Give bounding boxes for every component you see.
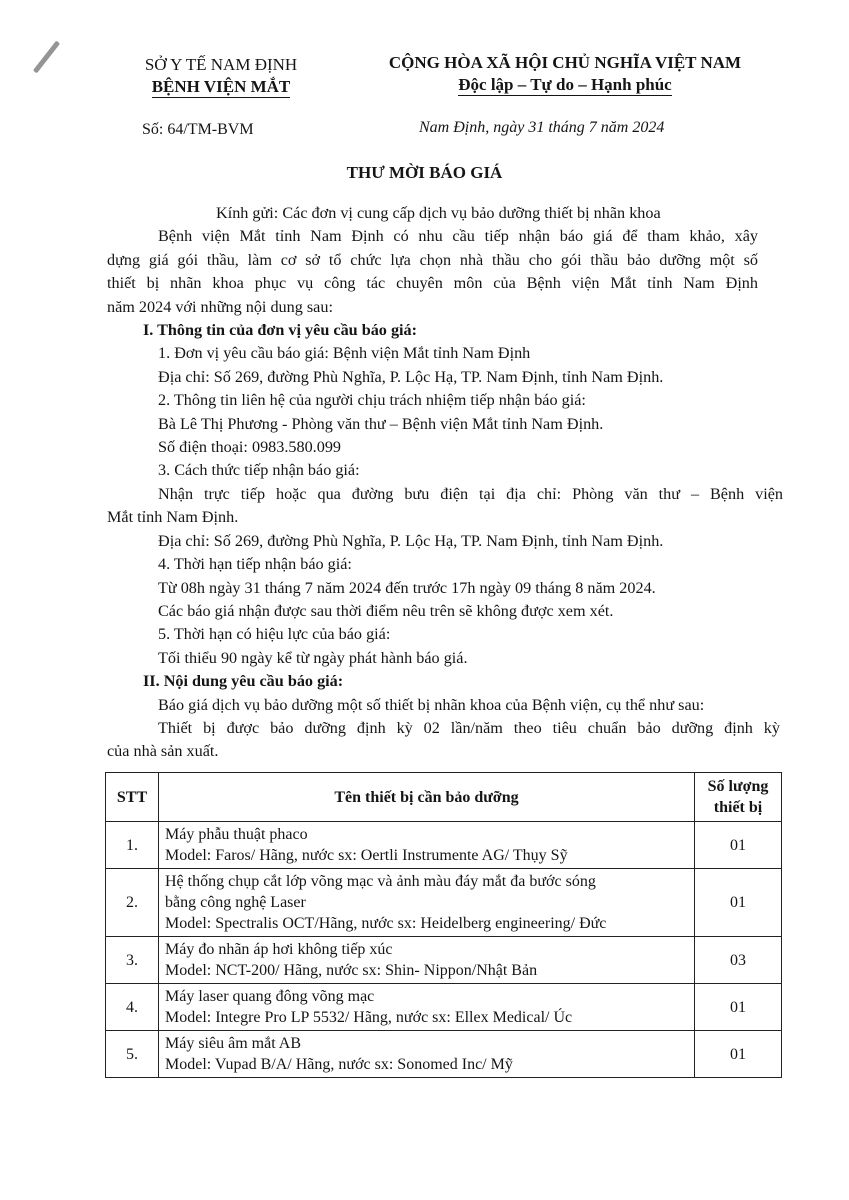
row-name-line: Model: Spectralis OCT/Hãng, nước sx: Heidelberg engineering/ Đức <box>165 915 607 932</box>
section2-heading: II. Nội dung yêu cầu báo giá: <box>143 672 344 691</box>
row-qty: 01 <box>695 1031 782 1078</box>
row-name-line: Máy đo nhãn áp hơi không tiếp xúc <box>165 941 393 958</box>
row-name-line: Máy siêu âm mắt AB <box>165 1035 301 1052</box>
intro-line-1: Bệnh viện Mắt tỉnh Nam Định có nhu cầu tiếp nhận báo giá để tham khảo, xây <box>158 227 758 246</box>
document-title: THƯ MỜI BÁO GIÁ <box>346 163 503 182</box>
row-name <box>159 937 695 984</box>
row-name-line: Hệ thống chụp cắt lớp võng mạc và ảnh màu đáy mắt đa bước sóng <box>165 873 596 890</box>
row-name-line: Model: NCT-200/ Hãng, nước sx: Shin- Nippon/Nhật Bản <box>165 962 538 979</box>
row-name-line: Máy phẫu thuật phaco <box>165 826 308 843</box>
row-name-line: Model: Vupad B/A/ Hãng, nước sx: Sonomed Inc/ Mỹ <box>165 1056 513 1073</box>
header-qty <box>695 773 782 822</box>
table-row <box>106 984 782 1031</box>
row-stt: 4. <box>106 984 159 1031</box>
section1-receive-line2: Mắt tỉnh Nam Định. <box>107 508 239 527</box>
intro-line-2: dựng giá gói thầu, làm cơ sở tổ chức lựa chọn nhà thầu cho gói thầu bảo dưỡng một số <box>107 250 758 269</box>
section1-heading: I. Thông tin của đơn vị yêu cầu báo giá: <box>143 321 418 340</box>
intro-line-3: thiết bị nhãn khoa phục vụ công tác chuyên môn của Bệnh viện Mắt tỉnh Nam Định <box>107 274 758 293</box>
header-stt: STT <box>106 773 159 822</box>
section1-receive-line1: Nhận trực tiếp hoặc qua đường bưu điện tại địa chỉ: Phòng văn thư – Bệnh viện <box>158 484 783 503</box>
row-name-line: Model: Integre Pro LP 5532/ Hãng, nước sx: Ellex Medical/ Úc <box>165 1009 573 1026</box>
nation-name: CỘNG HÒA XÃ HỘI CHỦ NGHĨA VIỆT NAM <box>388 53 742 72</box>
intro-line-4: năm 2024 với những nội dung sau: <box>107 297 333 316</box>
row-qty: 01 <box>695 822 782 869</box>
row-name-line: Model: Faros/ Hãng, nước sx: Oertli Instrumente AG/ Thụy Sỹ <box>165 847 568 864</box>
row-qty: 01 <box>695 869 782 937</box>
table-row <box>106 937 782 984</box>
section1-item5: 5. Thời hạn có hiệu lực của báo giá: <box>158 625 391 644</box>
motto-wrap <box>355 74 775 96</box>
row-stt: 2. <box>106 869 159 937</box>
document-number: Số: 64/TM-BVM <box>142 121 254 138</box>
row-name-line: bằng công nghệ Laser <box>165 894 306 911</box>
section1-item4: 4. Thời hạn tiếp nhận báo giá: <box>158 555 352 574</box>
motto: Độc lập – Tự do – Hạnh phúc <box>458 75 672 94</box>
table-row <box>106 869 782 937</box>
place-date: Nam Định, ngày 31 tháng 7 năm 2024 <box>419 119 665 136</box>
row-name <box>159 869 695 937</box>
section1-address2: Địa chỉ: Số 269, đường Phù Nghĩa, P. Lộc Hạ, TP. Nam Định, tỉnh Nam Định. <box>158 531 664 550</box>
section2-line3: của nhà sản xuất. <box>107 742 219 761</box>
table-row <box>106 1031 782 1078</box>
header-qty-line1: Số lượng <box>707 778 769 795</box>
row-name <box>159 822 695 869</box>
hospital-name-wrap <box>106 76 336 98</box>
header-qty-line2: thiết bị <box>713 799 763 816</box>
row-stt: 1. <box>106 822 159 869</box>
pen-mark <box>33 40 60 73</box>
header-name: Tên thiết bị cần bảo dưỡng <box>159 773 695 822</box>
section1-address1: Địa chỉ: Số 269, đường Phù Nghĩa, P. Lộc Hạ, TP. Nam Định, tỉnh Nam Định. <box>158 367 664 386</box>
section1-validity: Tối thiểu 90 ngày kể từ ngày phát hành báo giá. <box>158 648 468 667</box>
section1-item2: 2. Thông tin liên hệ của người chịu trách nhiệm tiếp nhận báo giá: <box>158 391 586 410</box>
equipment-table <box>105 772 782 1078</box>
row-stt: 5. <box>106 1031 159 1078</box>
row-name-line: Máy laser quang đông võng mạc <box>165 988 375 1005</box>
hospital-name: BỆNH VIỆN MẮT <box>151 77 291 96</box>
row-stt: 3. <box>106 937 159 984</box>
letter-body <box>107 202 783 764</box>
table-row <box>106 822 782 869</box>
salutation: Kính gửi: Các đơn vị cung cấp dịch vụ bảo dưỡng thiết bị nhãn khoa <box>216 204 661 222</box>
agency-name: SỞ Y TẾ NAM ĐỊNH <box>144 55 298 74</box>
section1-item3: 3. Cách thức tiếp nhận báo giá: <box>158 461 360 480</box>
nation-block <box>355 52 775 96</box>
row-qty: 03 <box>695 937 782 984</box>
section1-phone: Số điện thoại: 0983.580.099 <box>158 438 342 457</box>
section1-item1: 1. Đơn vị yêu cầu báo giá: Bệnh viện Mắt tỉnh Nam Định <box>158 344 531 363</box>
row-name <box>159 1031 695 1078</box>
table-header-row <box>106 773 782 822</box>
section2-line2: Thiết bị được bảo dưỡng định kỳ 02 lần/năm theo tiêu chuẩn bảo dưỡng định kỳ <box>158 718 780 737</box>
section1-late-note: Các báo giá nhận được sau thời điểm nêu trên sẽ không được xem xét. <box>158 601 614 620</box>
row-qty: 01 <box>695 984 782 1031</box>
section1-deadline: Từ 08h ngày 31 tháng 7 năm 2024 đến trước 17h ngày 09 tháng 8 năm 2024. <box>158 578 656 597</box>
row-name <box>159 984 695 1031</box>
section1-contact: Bà Lê Thị Phương - Phòng văn thư – Bệnh viện Mắt tỉnh Nam Định. <box>158 414 604 433</box>
section2-line1: Báo giá dịch vụ bảo dưỡng một số thiết bị nhãn khoa của Bệnh viện, cụ thể như sau: <box>158 695 705 714</box>
issuer-block <box>106 54 336 98</box>
